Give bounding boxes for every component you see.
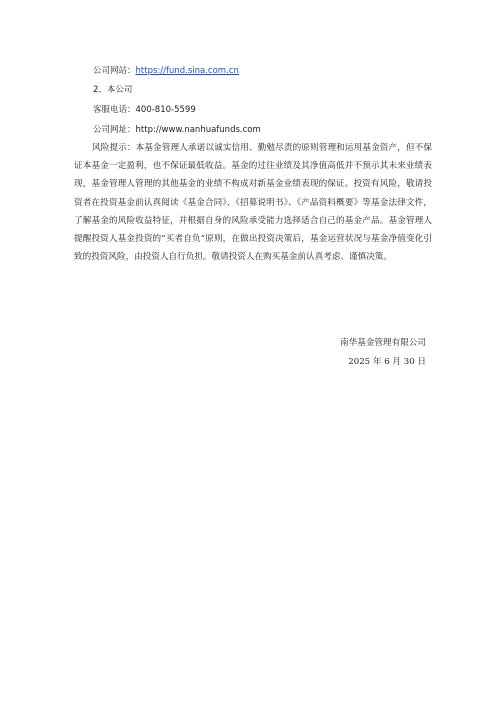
website-label: 公司网站： [93,66,136,76]
hotline-line [93,104,196,116]
signature-company: 南华基金管理有限公司 [340,338,426,348]
website-line-1 [93,65,239,77]
signature-date: 2025 年 6 月 30 日 [348,357,426,367]
hotline-label: 客服电话： [93,105,136,115]
website-line-2 [93,124,261,136]
risk-notice-paragraph: 风险提示：本基金管理人承诺以诚实信用、勤勉尽责的原则管理和运用基金资产，但不保证本基金一定盈利，也不保证最低收益。基金的过往业绩及其净值高低并不预示其未来业绩表现，基金管理人管理的其他基金的业绩不构成对新基金业绩表现的保证。投资有风险，敬请投资者在投资基金前认真阅读《基金合同》、《招募说明书》、《产品资料概要》等基金法律文件，了解基金的风险收益特征，并根据自身的风险承受能力选择适合自己的基金产品。基金管理人提醒投资人基金投资的“买者自负”原则，在做出投资决策后，基金运营状况与基金净值变化引致的投资风险，由投资人自行负担。敬请投资人在购买基金前认真考虑、谨慎决策。 [74,143,432,263]
website-label: 公司网址： [93,125,136,135]
website-link[interactable]: https://fund.sina.com.cn [135,66,239,76]
website-url: http://www.nanhuafunds.com [135,125,261,135]
section-heading: 2、本公司 [93,85,133,95]
hotline-value: 400-810-5599 [135,105,196,115]
